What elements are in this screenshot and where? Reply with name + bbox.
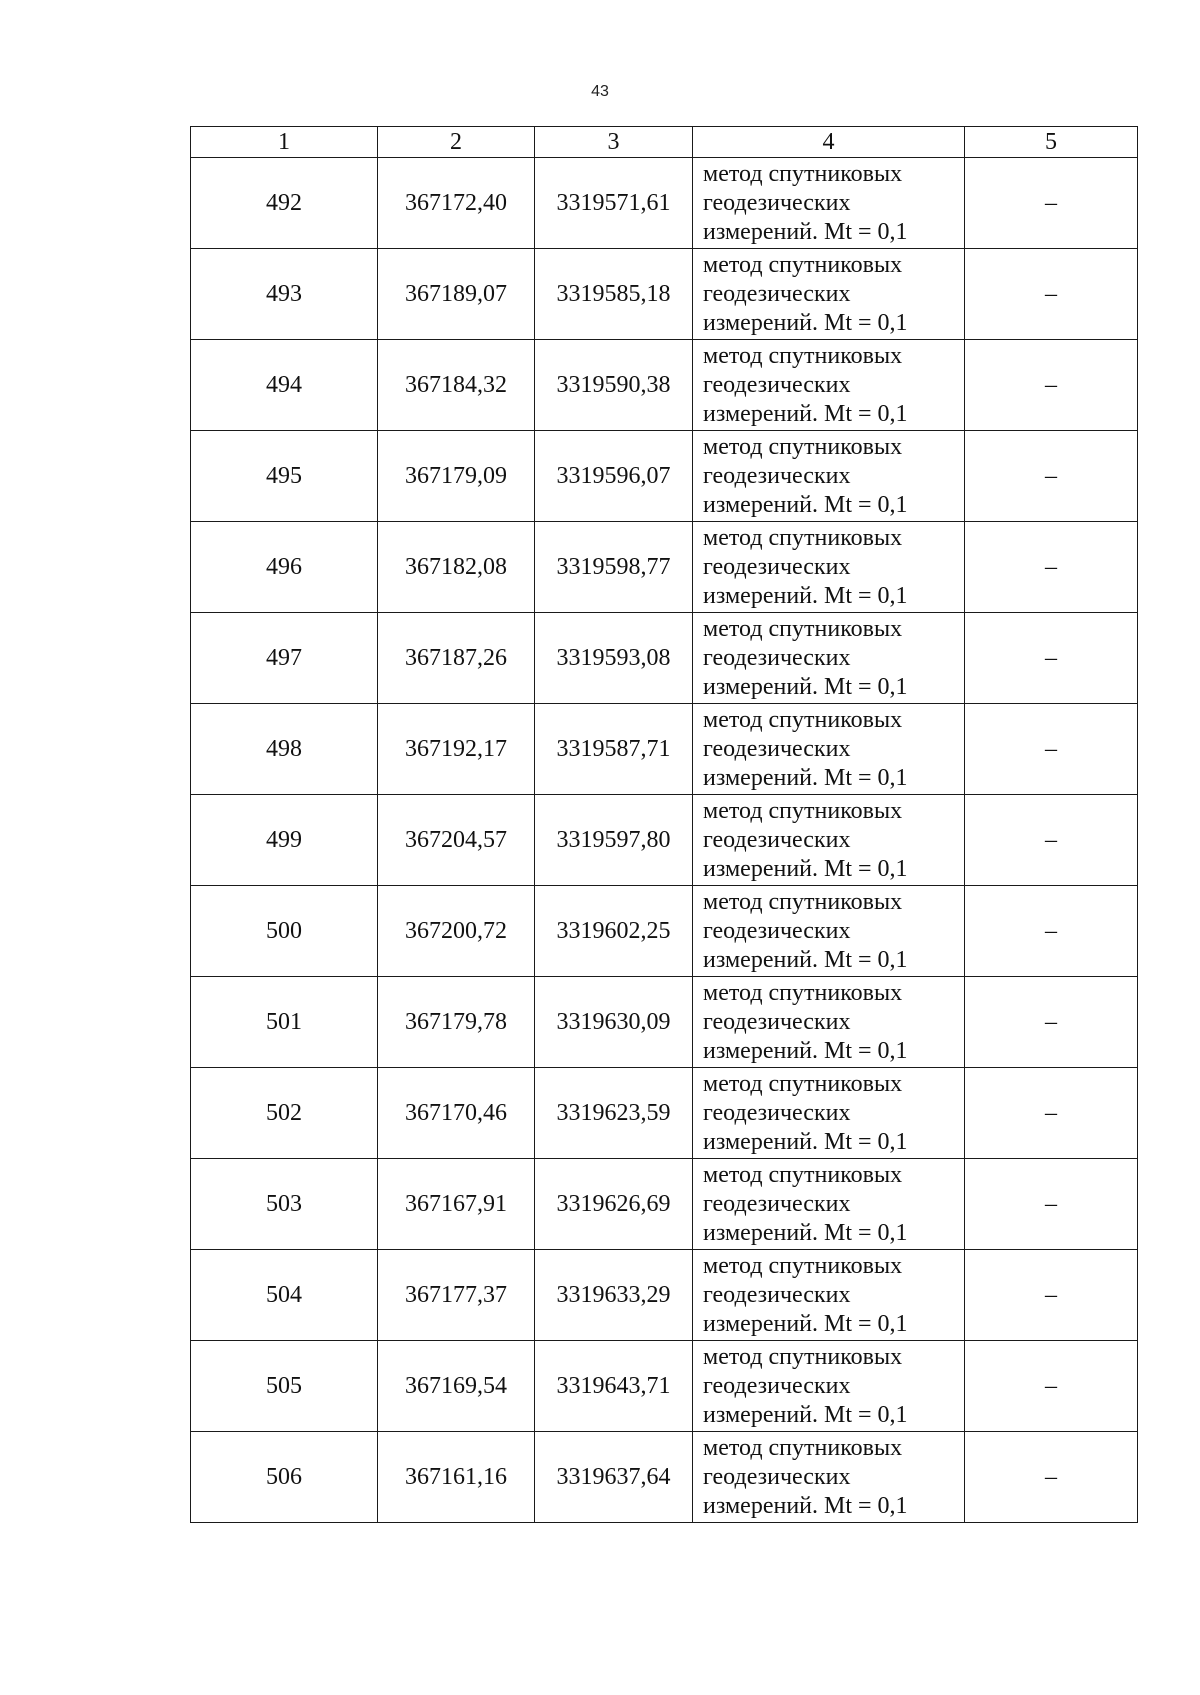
method-line: геодезических — [703, 644, 851, 671]
method-line: геодезических — [703, 1099, 851, 1126]
table-row — [191, 158, 1138, 249]
point-number-cell: 499 — [191, 795, 378, 886]
x-coordinate-cell: 367170,46 — [378, 1068, 535, 1159]
x-coordinate-cell: 367184,32 — [378, 340, 535, 431]
header-cell-4: 4 — [693, 127, 965, 158]
method-line: измерений. Mt = 0,1 — [703, 764, 908, 791]
method-cell — [693, 1341, 965, 1432]
method-cell — [693, 431, 965, 522]
table-row — [191, 249, 1138, 340]
point-number-cell: 503 — [191, 1159, 378, 1250]
note-cell: – — [965, 1432, 1138, 1523]
y-coordinate-cell: 3319637,64 — [535, 1432, 693, 1523]
point-number-cell: 494 — [191, 340, 378, 431]
method-cell — [693, 613, 965, 704]
method-cell — [693, 1159, 965, 1250]
x-coordinate-cell: 367200,72 — [378, 886, 535, 977]
table-row — [191, 1432, 1138, 1523]
method-cell — [693, 249, 965, 340]
method-cell — [693, 158, 965, 249]
method-line: метод спутниковых — [703, 706, 903, 733]
method-cell — [693, 1068, 965, 1159]
method-cell — [693, 795, 965, 886]
table-row — [191, 977, 1138, 1068]
y-coordinate-cell: 3319623,59 — [535, 1068, 693, 1159]
note-cell: – — [965, 795, 1138, 886]
header-cell-5: 5 — [965, 127, 1138, 158]
point-number-cell: 504 — [191, 1250, 378, 1341]
table-row — [191, 613, 1138, 704]
method-line: геодезических — [703, 917, 851, 944]
method-line: геодезических — [703, 553, 851, 580]
point-number-cell: 496 — [191, 522, 378, 613]
method-cell — [693, 1432, 965, 1523]
table-row — [191, 431, 1138, 522]
method-line: геодезических — [703, 1190, 851, 1217]
x-coordinate-cell: 367204,57 — [378, 795, 535, 886]
method-line: метод спутниковых — [703, 1070, 903, 1097]
table-header — [191, 127, 1138, 158]
y-coordinate-cell: 3319587,71 — [535, 704, 693, 795]
point-number-cell: 501 — [191, 977, 378, 1068]
table-row — [191, 795, 1138, 886]
y-coordinate-cell: 3319643,71 — [535, 1341, 693, 1432]
method-line: измерений. Mt = 0,1 — [703, 1219, 908, 1246]
x-coordinate-cell: 367172,40 — [378, 158, 535, 249]
point-number-cell: 505 — [191, 1341, 378, 1432]
header-row — [191, 127, 1138, 158]
method-line: измерений. Mt = 0,1 — [703, 218, 908, 245]
method-line: измерений. Mt = 0,1 — [703, 582, 908, 609]
note-cell: – — [965, 704, 1138, 795]
note-cell: – — [965, 1341, 1138, 1432]
note-cell: – — [965, 977, 1138, 1068]
method-line: геодезических — [703, 1372, 851, 1399]
y-coordinate-cell: 3319626,69 — [535, 1159, 693, 1250]
page-number: 43 — [591, 83, 609, 100]
method-line: геодезических — [703, 189, 851, 216]
note-cell: – — [965, 340, 1138, 431]
method-line: геодезических — [703, 371, 851, 398]
note-cell: – — [965, 431, 1138, 522]
method-line: метод спутниковых — [703, 615, 903, 642]
table-row — [191, 1250, 1138, 1341]
note-cell: – — [965, 522, 1138, 613]
x-coordinate-cell: 367177,37 — [378, 1250, 535, 1341]
point-number-cell: 506 — [191, 1432, 378, 1523]
note-cell: – — [965, 1159, 1138, 1250]
point-number-cell: 502 — [191, 1068, 378, 1159]
method-line: измерений. Mt = 0,1 — [703, 1128, 908, 1155]
method-line: метод спутниковых — [703, 888, 903, 915]
y-coordinate-cell: 3319596,07 — [535, 431, 693, 522]
note-cell: – — [965, 886, 1138, 977]
note-cell: – — [965, 1068, 1138, 1159]
y-coordinate-cell: 3319593,08 — [535, 613, 693, 704]
header-cell-3: 3 — [535, 127, 693, 158]
y-coordinate-cell: 3319630,09 — [535, 977, 693, 1068]
table-row — [191, 886, 1138, 977]
method-line: метод спутниковых — [703, 979, 903, 1006]
method-line: измерений. Mt = 0,1 — [703, 673, 908, 700]
x-coordinate-cell: 367187,26 — [378, 613, 535, 704]
point-number-cell: 495 — [191, 431, 378, 522]
table-body — [191, 158, 1138, 1523]
method-cell — [693, 977, 965, 1068]
note-cell: – — [965, 158, 1138, 249]
point-number-cell: 500 — [191, 886, 378, 977]
method-line: геодезических — [703, 280, 851, 307]
table-row — [191, 522, 1138, 613]
method-line: измерений. Mt = 0,1 — [703, 491, 908, 518]
x-coordinate-cell: 367179,78 — [378, 977, 535, 1068]
method-line: измерений. Mt = 0,1 — [703, 1037, 908, 1064]
y-coordinate-cell: 3319585,18 — [535, 249, 693, 340]
method-line: метод спутниковых — [703, 1161, 903, 1188]
method-line: геодезических — [703, 735, 851, 762]
method-line: измерений. Mt = 0,1 — [703, 309, 908, 336]
method-line: геодезических — [703, 462, 851, 489]
method-line: метод спутниковых — [703, 1434, 903, 1461]
method-line: метод спутниковых — [703, 1252, 903, 1279]
point-number-cell: 497 — [191, 613, 378, 704]
x-coordinate-cell: 367169,54 — [378, 1341, 535, 1432]
note-cell: – — [965, 1250, 1138, 1341]
x-coordinate-cell: 367161,16 — [378, 1432, 535, 1523]
note-cell: – — [965, 249, 1138, 340]
method-cell — [693, 886, 965, 977]
header-cell-2: 2 — [378, 127, 535, 158]
y-coordinate-cell: 3319597,80 — [535, 795, 693, 886]
y-coordinate-cell: 3319598,77 — [535, 522, 693, 613]
header-cell-1: 1 — [191, 127, 378, 158]
x-coordinate-cell: 367189,07 — [378, 249, 535, 340]
method-cell — [693, 704, 965, 795]
method-line: метод спутниковых — [703, 342, 903, 369]
method-line: геодезических — [703, 1463, 851, 1490]
method-line: метод спутниковых — [703, 524, 903, 551]
table-row — [191, 704, 1138, 795]
method-line: геодезических — [703, 826, 851, 853]
method-line: метод спутниковых — [703, 1343, 903, 1370]
method-line: измерений. Mt = 0,1 — [703, 855, 908, 882]
x-coordinate-cell: 367167,91 — [378, 1159, 535, 1250]
method-line: измерений. Mt = 0,1 — [703, 1310, 908, 1337]
x-coordinate-cell: 367182,08 — [378, 522, 535, 613]
x-coordinate-cell: 367192,17 — [378, 704, 535, 795]
method-cell — [693, 522, 965, 613]
method-line: геодезических — [703, 1281, 851, 1308]
method-line: измерений. Mt = 0,1 — [703, 946, 908, 973]
method-line: геодезических — [703, 1008, 851, 1035]
method-line: измерений. Mt = 0,1 — [703, 1492, 908, 1519]
point-number-cell: 498 — [191, 704, 378, 795]
coordinates-table — [190, 126, 1138, 1523]
method-line: метод спутниковых — [703, 251, 903, 278]
method-line: измерений. Mt = 0,1 — [703, 400, 908, 427]
y-coordinate-cell: 3319602,25 — [535, 886, 693, 977]
y-coordinate-cell: 3319633,29 — [535, 1250, 693, 1341]
method-line: метод спутниковых — [703, 160, 903, 187]
method-line: метод спутниковых — [703, 433, 903, 460]
x-coordinate-cell: 367179,09 — [378, 431, 535, 522]
method-cell — [693, 1250, 965, 1341]
y-coordinate-cell: 3319571,61 — [535, 158, 693, 249]
y-coordinate-cell: 3319590,38 — [535, 340, 693, 431]
table-row — [191, 1341, 1138, 1432]
point-number-cell: 492 — [191, 158, 378, 249]
point-number-cell: 493 — [191, 249, 378, 340]
table-row — [191, 340, 1138, 431]
method-cell — [693, 340, 965, 431]
table-row — [191, 1068, 1138, 1159]
table-row — [191, 1159, 1138, 1250]
method-line: метод спутниковых — [703, 797, 903, 824]
method-line: измерений. Mt = 0,1 — [703, 1401, 908, 1428]
note-cell: – — [965, 613, 1138, 704]
